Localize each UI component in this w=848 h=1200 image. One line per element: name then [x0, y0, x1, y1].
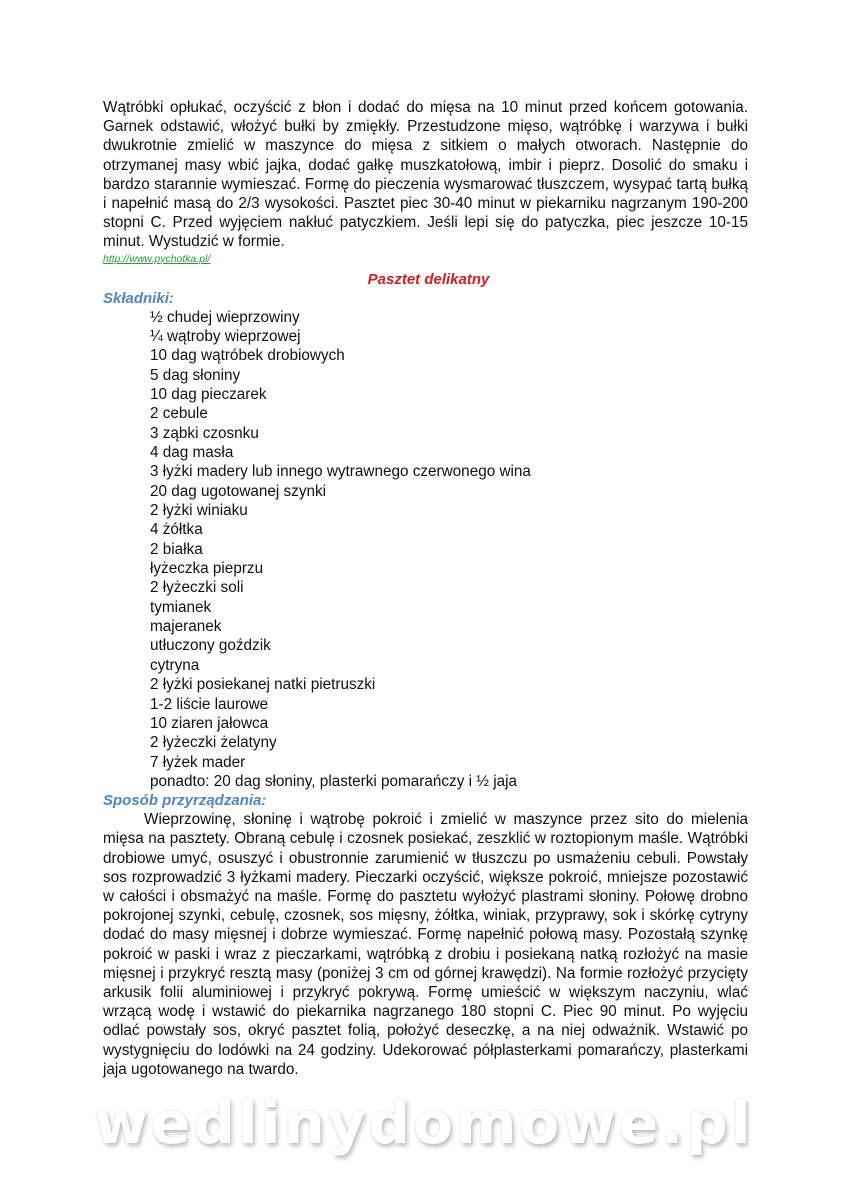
ingredient-item: 10 dag wątróbek drobiowych: [150, 347, 345, 365]
ingredient-item: 2 łyżeczki żelatyny: [150, 734, 277, 752]
ingredient-item: 10 ziaren jałowca: [150, 714, 269, 732]
ingredient-item: łyżeczka pieprzu: [150, 560, 264, 578]
ingredient-item: ½ chudej wieprzowiny: [150, 308, 300, 326]
ingredient-item: ¼ wątroby wieprzowej: [150, 327, 301, 345]
ingredient-item: utłuczony goździk: [150, 637, 271, 655]
intro-paragraph: Wątróbki opłukać, oczyścić z błon i dodać do mięsa na 10 minut przed końcem gotowania. Garnek odstawić, włożyć bułki by zmiękły. Przestudzone mięso, wątróbkę i warzywa i bułki dwukrotnie zmielić w maszynce do mięsa z sitkiem o małych otworach. Następnie do otrzymanej masy wbić jajka, dodać gałkę muszkatołową, imbir i pieprz. Dosolić do smaku i bardzo starannie wymieszać. Formę do pieczenia wysmarować tłuszczem, wysypać tartą bułką i napełnić masą do 2/3 wysokości. Pasztet piec 30-40 minut w piekarniku nagrzanym 190-200 stopni C. Przed wyjęciem nakłuć patyczkiem. Jeśli lepi się do patyczka, piec jeszcze 10-15 minut. Wystudzić w formie.: [103, 99, 748, 251]
recipe-title: Pasztet delikatny: [367, 270, 490, 288]
ingredient-item: 20 dag ugotowanej szynki: [150, 482, 327, 500]
watermark: wedlinydomowe.pl: [94, 1089, 754, 1157]
ingredient-item: 2 cebule: [150, 405, 208, 423]
method-heading: Sposób przyrządzania:: [103, 792, 267, 810]
source-link[interactable]: http://www.pychotka.pl/: [103, 252, 211, 265]
ingredient-item: 5 dag słoniny: [150, 366, 241, 384]
ingredient-item: 2 łyżki winiaku: [150, 502, 248, 520]
ingredient-item: 3 ząbki czosnku: [150, 424, 259, 442]
ingredient-item: 2 białka: [150, 540, 203, 558]
ingredient-item: 7 łyżek mader: [150, 753, 246, 771]
ingredients-list: [103, 308, 748, 792]
ingredient-item: 1-2 liście laurowe: [150, 695, 269, 713]
ingredient-item: majeranek: [150, 618, 222, 636]
document-page: [103, 98, 748, 1079]
ingredient-item: 4 dag masła: [150, 444, 234, 462]
ingredient-item: ponadto: 20 dag słoniny, plasterki pomarańczy i ½ jaja: [150, 772, 518, 790]
method-paragraph: Wieprzowinę, słoninę i wątrobę pokroić i zmielić w maszynce przez sito do mielenia mięsa na pasztety. Obraną cebulę i czosnek posiekać, zeszklić w roztopionym maśle. Wątróbki drobiowe umyć, osuszyć i obustronnie zarumienić w tłuszczu po usmażeniu cebuli. Powstały sos rozprowadzić 3 łyżkami madery. Pieczarki oczyścić, większe pokroić, mniejsze pozostawić w całości i obsmażyć na maśle. Formę do pasztetu wyłożyć plastrami słoniny. Połowę drobno pokrojonej szynki, cebulę, czosnek, sos mięsny, żółtka, winiak, przyprawy, sok i skórkę cytryny dodać do masy mięsnej i dobrze wymieszać. Formę napełnić połową masy. Pozostałą szynkę pokroić w paski i wraz z pieczarkami, wątróbką z drobiu i posiekaną natką rozłożyć na masie mięsnej i przykryć resztą masy (poniżej 3 cm od górnej krawędzi). Na formie rozłożyć przycięty arkusik folii aluminiowej i przykryć pokrywą. Formę umieścić w większym naczyniu, wlać wrzącą wodę i wstawić do piekarnika nagrzanego 180 stopni C. Piec 90 minut. Po wyjęciu odlać powstały sos, okryć pasztet folią, położyć deseczkę, a na niej odważnik. Wstawić po wystygnięciu do lodówki na 24 godziny. Udekorować półplasterkami pomarańczy, plasterkami jaja ugotowanego na twardo.: [103, 811, 748, 1078]
ingredient-item: cytryna: [150, 656, 200, 674]
ingredient-item: 10 dag pieczarek: [150, 386, 267, 403]
ingredient-item: tymianek: [150, 598, 212, 616]
ingredient-item: 2 łyżki posiekanej natki pietruszki: [150, 676, 376, 694]
ingredient-item: 3 łyżki madery lub innego wytrawnego czerwonego wina: [150, 463, 531, 481]
ingredients-heading: Składniki:: [103, 289, 174, 307]
ingredient-item: 2 łyżeczki soli: [150, 579, 244, 597]
ingredient-item: 4 żółtka: [150, 521, 203, 539]
